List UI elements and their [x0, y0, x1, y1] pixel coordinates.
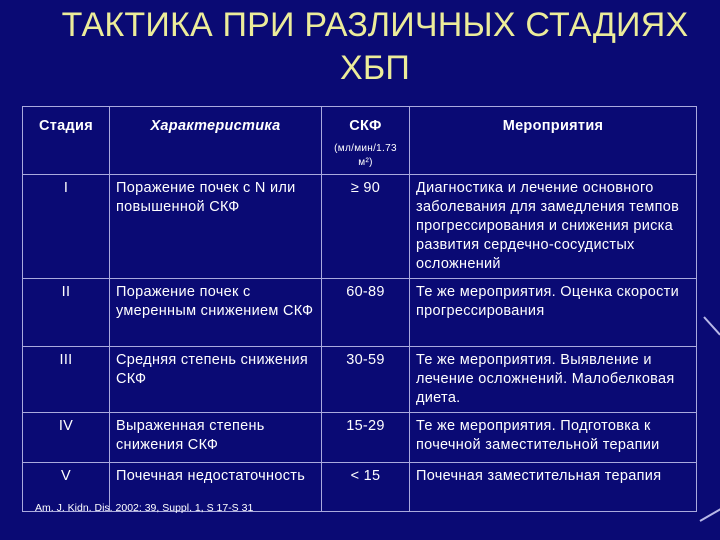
table-header-row: [23, 107, 697, 175]
decorative-line: [703, 316, 720, 335]
header-gfr: [322, 107, 410, 175]
characteristic-cell: Поражение почек с умеренным снижением СКФ: [110, 279, 322, 347]
measures-cell: Те же мероприятия. Выявление и лечение осложнений. Малобелковая диета.: [410, 347, 697, 413]
table-row: [23, 279, 697, 347]
table-row: [23, 413, 697, 463]
header-characteristic: Характеристика: [110, 107, 322, 175]
header-gfr-label: СКФ: [349, 118, 382, 134]
table-row: [23, 347, 697, 413]
gfr-cell: ≥ 90: [322, 175, 410, 279]
measures-cell: Диагностика и лечение основного заболевания для замедления темпов прогрессирования и снижения риска развития сердечно-сосудистых осложнений: [410, 175, 697, 279]
table-row: [23, 175, 697, 279]
gfr-cell: < 15: [322, 463, 410, 512]
header-stage: Стадия: [23, 107, 110, 175]
header-gfr-unit: (мл/мин/1.73 м²): [334, 143, 397, 168]
gfr-cell: 15-29: [322, 413, 410, 463]
stage-cell: IV: [23, 413, 110, 463]
stage-cell: V: [23, 463, 110, 512]
ckd-stages-table: [22, 106, 697, 512]
characteristic-cell: Средняя степень снижения СКФ: [110, 347, 322, 413]
characteristic-cell: Выраженная степень снижения СКФ: [110, 413, 322, 463]
stage-cell: III: [23, 347, 110, 413]
gfr-cell: 60-89: [322, 279, 410, 347]
decorative-line: [700, 508, 720, 522]
measures-cell: Почечная заместительная терапия: [410, 463, 697, 512]
stage-cell: I: [23, 175, 110, 279]
gfr-cell: 30-59: [322, 347, 410, 413]
slide-title: ТАКТИКА ПРИ РАЗЛИЧНЫХ СТАДИЯХ ХБП: [61, 6, 689, 87]
characteristic-cell: Поражение почек с N или повышенной СКФ: [110, 175, 322, 279]
stage-cell: II: [23, 279, 110, 347]
characteristic-cell: Почечная недостаточность: [110, 463, 322, 512]
measures-cell: Те же мероприятия. Подготовка к почечной заместительной терапии: [410, 413, 697, 463]
header-measures: Мероприятия: [410, 107, 697, 175]
measures-cell: Те же мероприятия. Оценка скорости прогрессирования: [410, 279, 697, 347]
source-citation: Am. J. Kidn. Dis. 2002: 39, Suppl. 1, S 17-S 31: [35, 502, 254, 514]
